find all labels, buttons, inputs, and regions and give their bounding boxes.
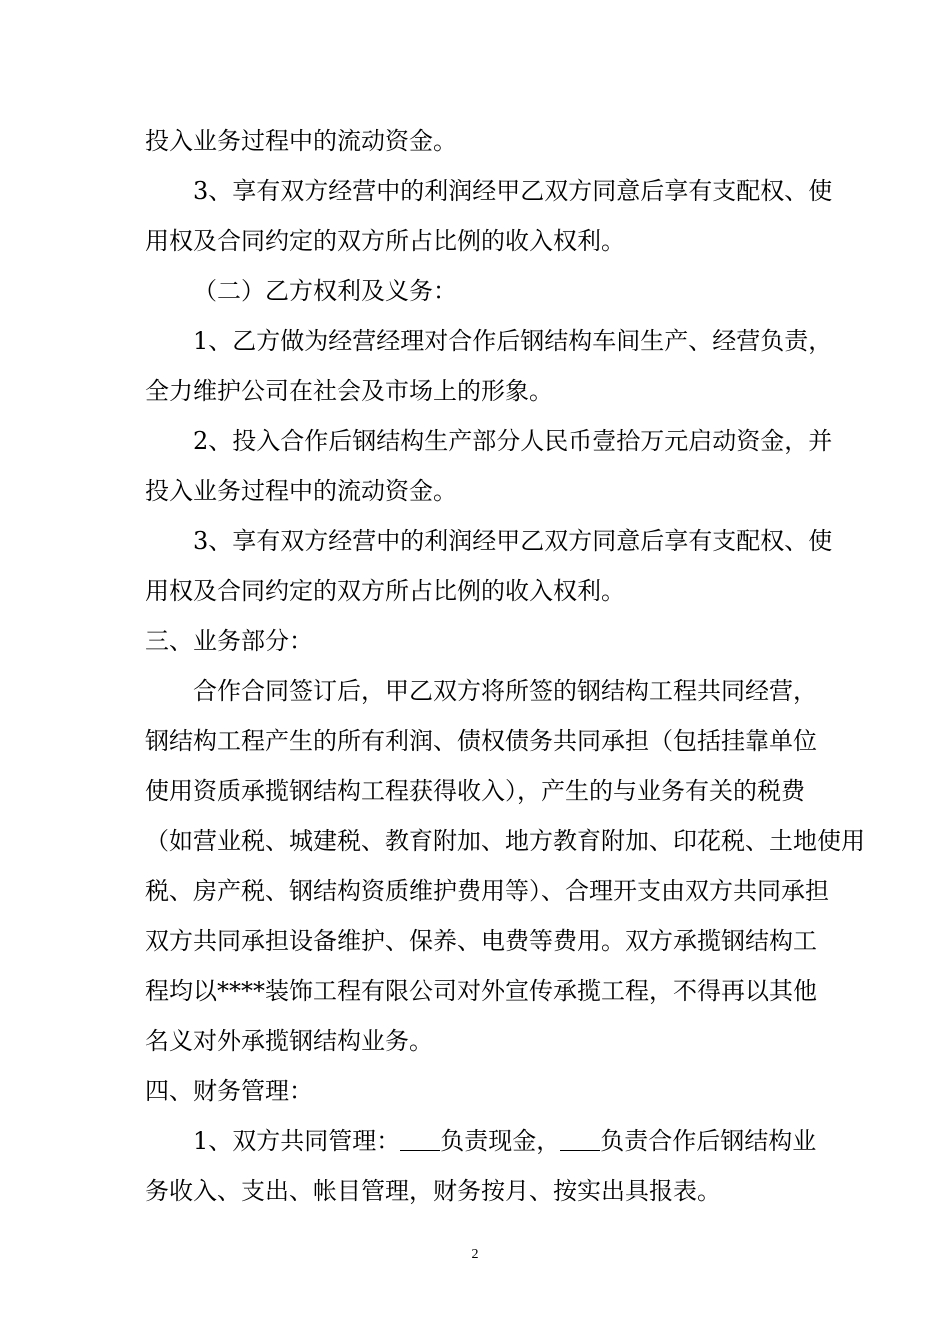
text-line: 税、房产税、钢结构资质维护费用等）、合理开支由双方共同承担 [145, 877, 829, 905]
text-line: 名义对外承揽钢结构业务。 [145, 1027, 433, 1055]
text-line: 2、投入合作后钢结构生产部分人民币壹拾万元启动资金，并 [193, 427, 833, 455]
text-line: 用权及合同约定的双方所占比例的收入权利。 [145, 227, 625, 255]
finance-line [145, 1116, 817, 1166]
text-line: （如营业税、城建税、教育附加、地方教育附加、印花税、土地使用 [145, 827, 865, 855]
fill-in-blank [400, 1128, 440, 1151]
page-number: 2 [471, 1247, 479, 1262]
text-line: 1、乙方做为经营经理对合作后钢结构车间生产、经营负责， [193, 327, 833, 355]
fill-in-blank [560, 1128, 600, 1151]
text-line: 双方共同承担设备维护、保养、电费等费用。双方承揽钢结构工 [145, 927, 817, 955]
finance-suffix: 负责合作后钢结构业 [600, 1127, 817, 1155]
text-line: 投入业务过程中的流动资金。 [145, 127, 457, 155]
section-heading: （二）乙方权利及义务： [193, 277, 457, 305]
finance-middle: 负责现金， [440, 1127, 561, 1155]
section-heading: 四、财务管理： [145, 1077, 313, 1105]
document-body [145, 116, 865, 1216]
text-line: 务收入、支出、帐目管理，财务按月、按实出具报表。 [145, 1177, 721, 1205]
text-line: 钢结构工程产生的所有利润、债权债务共同承担（包括挂靠单位 [145, 727, 817, 755]
text-line: 投入业务过程中的流动资金。 [145, 477, 457, 505]
text-line: 使用资质承揽钢结构工程获得收入），产生的与业务有关的税费 [145, 777, 805, 805]
text-line: 程均以****装饰工程有限公司对外宣传承揽工程，不得再以其他 [145, 977, 817, 1005]
text-line: 用权及合同约定的双方所占比例的收入权利。 [145, 577, 625, 605]
section-heading: 三、业务部分： [145, 627, 313, 655]
text-line: 全力维护公司在社会及市场上的形象。 [145, 377, 553, 405]
finance-prefix: 1、双方共同管理： [193, 1127, 401, 1155]
text-line: 合作合同签订后，甲乙双方将所签的钢结构工程共同经营， [193, 677, 817, 705]
text-line: 3、享有双方经营中的利润经甲乙双方同意后享有支配权、使 [193, 177, 833, 205]
text-line: 3、享有双方经营中的利润经甲乙双方同意后享有支配权、使 [193, 527, 833, 555]
